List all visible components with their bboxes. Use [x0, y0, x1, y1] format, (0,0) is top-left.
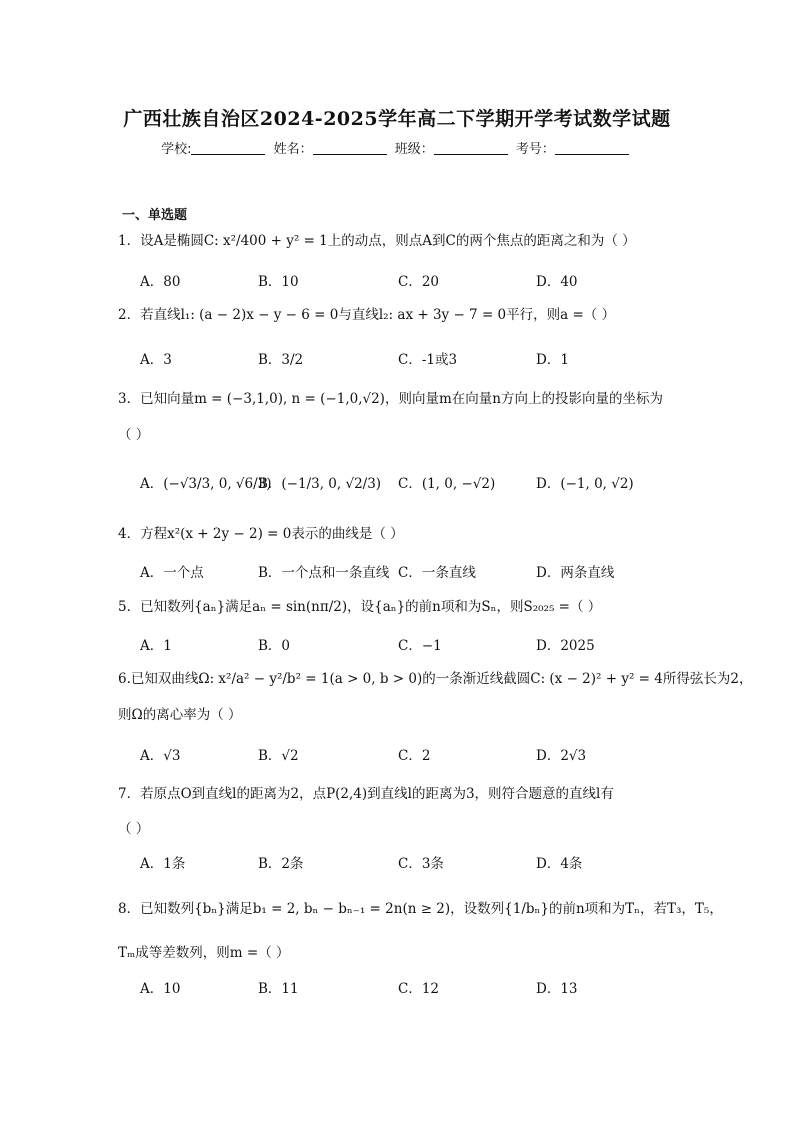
option-d[interactable]: D．(−1, 0, √2): [536, 476, 634, 492]
option-c[interactable]: C．3条: [398, 856, 444, 872]
question-7-stem-cont: （ ）: [118, 821, 150, 837]
school-blank[interactable]: [191, 142, 265, 155]
option-a[interactable]: A．√3: [140, 748, 181, 764]
option-a[interactable]: A．10: [140, 981, 181, 997]
option-a[interactable]: A．80: [140, 274, 181, 290]
option-b[interactable]: B．一个点和一条直线: [258, 565, 390, 581]
option-b[interactable]: B．(−1/3, 0, √2/3): [258, 476, 382, 492]
option-b[interactable]: B．2条: [258, 856, 304, 872]
question-3-options: [140, 472, 700, 494]
question-3-stem-cont: （ ）: [118, 427, 150, 443]
option-c[interactable]: C．-1或3: [398, 352, 458, 368]
exam-no-label: 考号：: [515, 142, 555, 157]
student-info-line: [0, 138, 794, 157]
question-8-stem-cont: Tₘ成等差数列，则m =（ ）: [118, 945, 290, 961]
school-label: 学校:: [161, 142, 192, 157]
option-c[interactable]: C．一条直线: [398, 565, 476, 581]
option-c[interactable]: C．2: [398, 748, 431, 764]
page-title: 广西壮族自治区2024-2025学年高二下学期开学考试数学试题: [123, 108, 671, 130]
option-d[interactable]: D．两条直线: [536, 565, 615, 581]
question-6-stem-cont: 则Ω的离心率为（ ）: [118, 707, 242, 723]
question-1-options: [140, 270, 700, 292]
question-1-stem: 1．设A是椭圆C: x²/400 + y² = 1上的动点，则点A到C的两个焦点的距离之和为（ ）: [118, 233, 636, 249]
option-c[interactable]: C．20: [398, 274, 440, 290]
option-c[interactable]: C．−1: [398, 638, 442, 654]
option-a[interactable]: A．3: [140, 352, 172, 368]
question-5-options: [140, 634, 700, 656]
question-4-options: [140, 561, 700, 583]
section-heading: 一、单选题: [122, 208, 188, 223]
question-8-options: [140, 977, 700, 999]
question-6-stem: 6.已知双曲线Ω: x²/a² − y²/b² = 1(a > 0, b > 0)的一条渐近线截圆C: (x − 2)² + y² = 4所得弦长为2，: [118, 671, 753, 687]
option-d[interactable]: D．2025: [536, 638, 595, 654]
question-7-stem: 7．若原点O到直线l的距离为2，点P(2,4)到直线l的距离为3，则符合题意的直线l有: [118, 786, 614, 802]
option-d[interactable]: D．4条: [536, 856, 583, 872]
question-2-stem: 2．若直线l₁: (a − 2)x − y − 6 = 0与直线l₂: ax + 3y − 7 = 0平行，则a =（ ）: [118, 307, 616, 323]
option-a[interactable]: A．1: [140, 638, 172, 654]
name-label: 姓名：: [273, 142, 313, 157]
option-a[interactable]: A．1条: [140, 856, 186, 872]
class-blank[interactable]: [434, 142, 508, 155]
option-d[interactable]: D．2√3: [536, 748, 587, 764]
question-5-stem: 5．已知数列{aₙ}满足aₙ = sin(nπ/2)，设{aₙ}的前n项和为Sₙ，则S₂₀₂₅ =（ ）: [118, 599, 602, 615]
option-d[interactable]: D．40: [536, 274, 578, 290]
class-label: 班级：: [394, 142, 434, 157]
option-d[interactable]: D．13: [536, 981, 578, 997]
question-6-options: [140, 744, 700, 766]
option-b[interactable]: B．0: [258, 638, 291, 654]
option-c[interactable]: C．(1, 0, −√2): [398, 476, 496, 492]
option-b[interactable]: B．10: [258, 274, 299, 290]
option-c[interactable]: C．12: [398, 981, 440, 997]
option-b[interactable]: B．√2: [258, 748, 299, 764]
exam-no-blank[interactable]: [555, 142, 629, 155]
question-7-options: [140, 852, 700, 874]
option-b[interactable]: B．3/2: [258, 352, 304, 368]
option-a[interactable]: A．(−√3/3, 0, √6/3): [140, 476, 272, 492]
option-d[interactable]: D．1: [536, 352, 569, 368]
question-8-stem: 8．已知数列{bₙ}满足b₁ = 2, bₙ − bₙ₋₁ = 2n(n ≥ 2)，设数列{1/bₙ}的前n项和为Tₙ，若T₃，T₅，: [118, 901, 723, 917]
question-4-stem: 4．方程x²(x + 2y − 2) = 0表示的曲线是（ ）: [118, 526, 404, 542]
option-b[interactable]: B．11: [258, 981, 299, 997]
name-blank[interactable]: [313, 142, 387, 155]
option-a[interactable]: A．一个点: [140, 565, 204, 581]
question-3-stem: 3．已知向量m = (−3,1,0), n = (−1,0,√2)，则向量m在向量n方向上的投影向量的坐标为: [118, 391, 663, 407]
question-2-options: [140, 348, 700, 370]
